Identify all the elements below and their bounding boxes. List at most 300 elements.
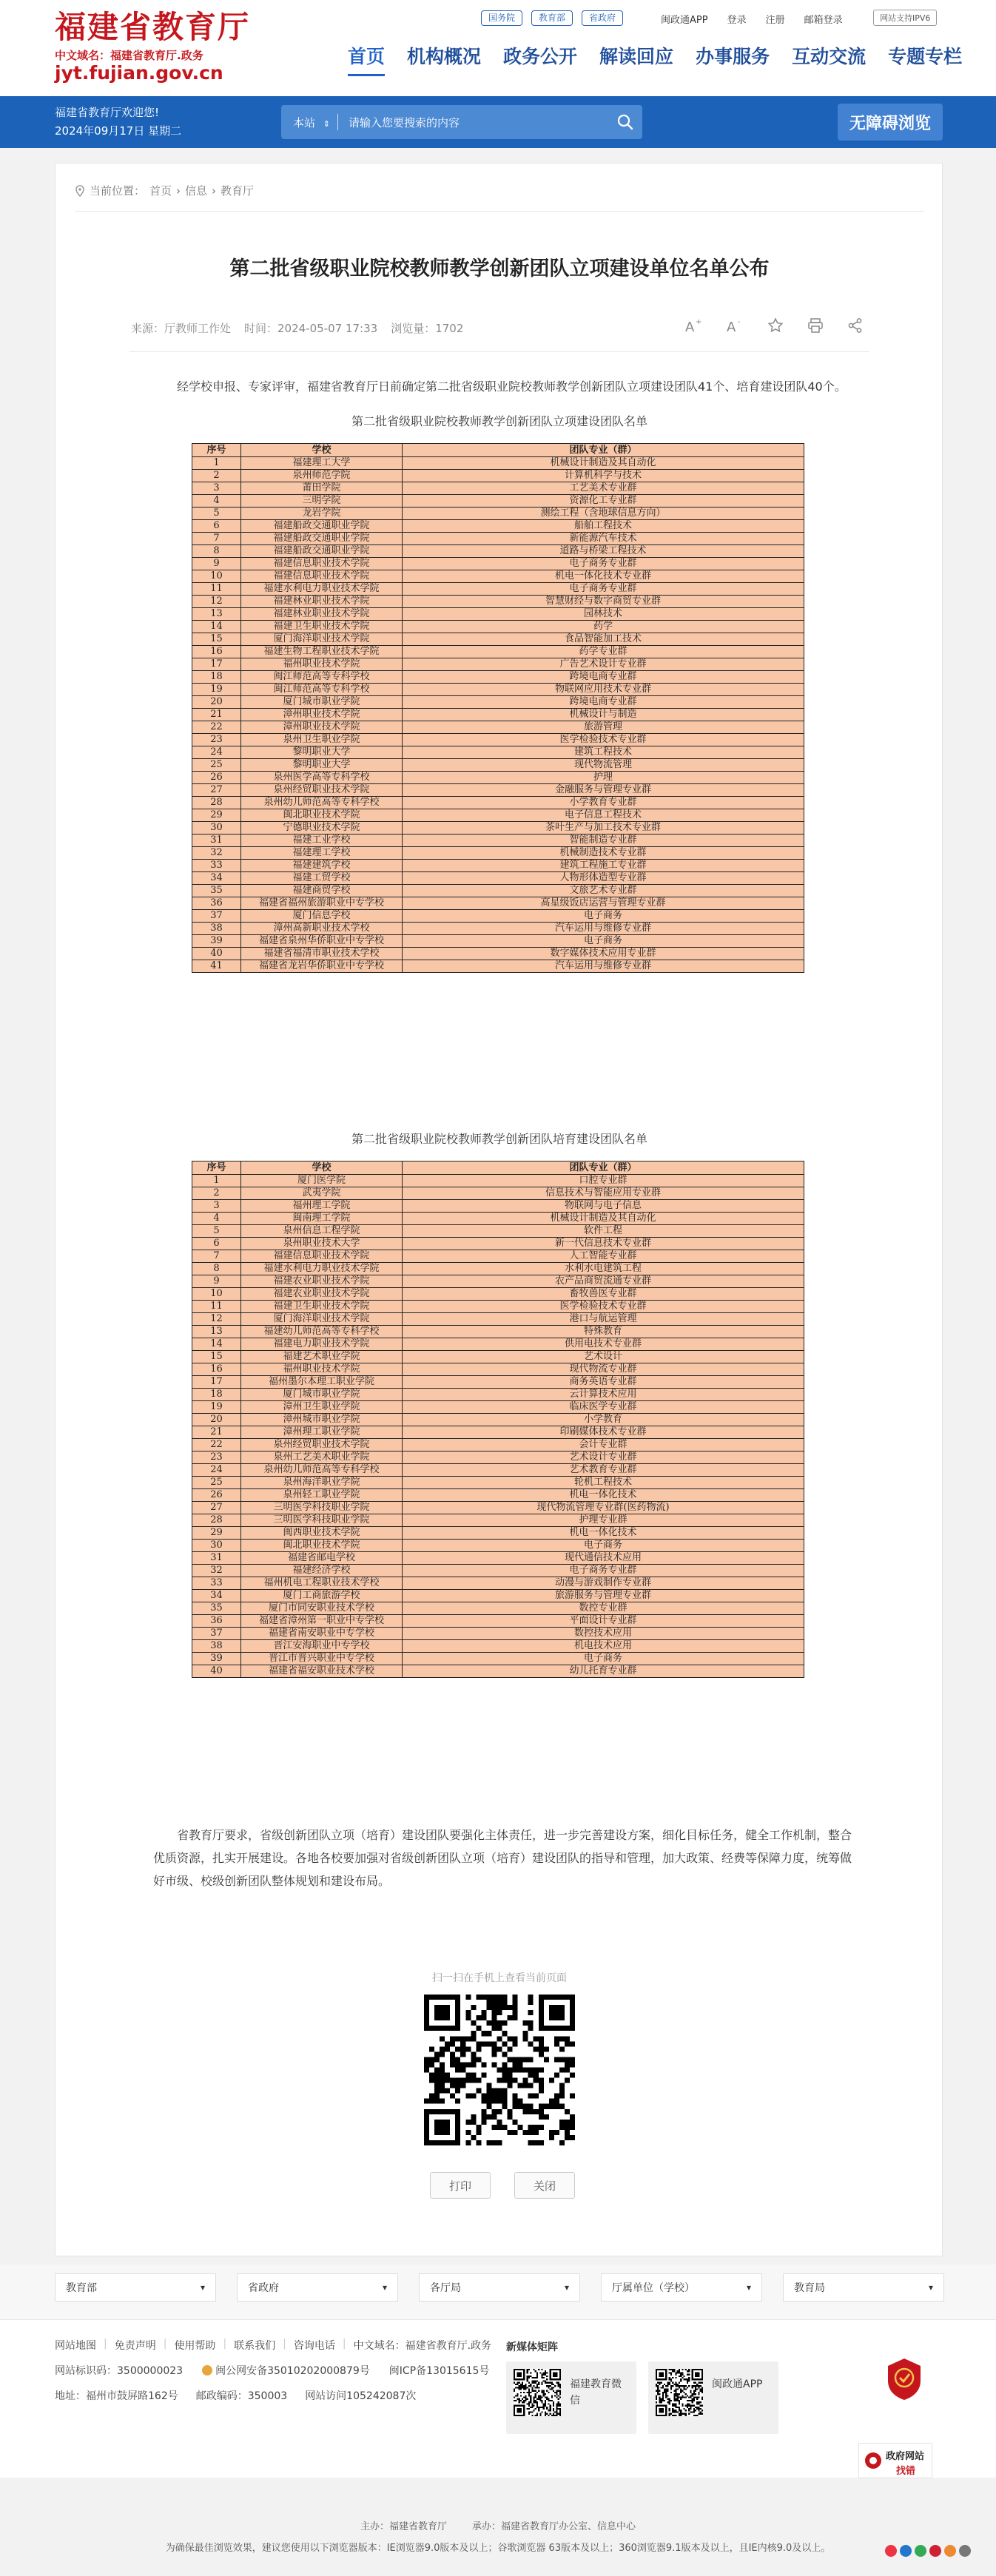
table-cell: 供用电技术专业群 bbox=[403, 1338, 804, 1351]
table-row bbox=[192, 1301, 804, 1313]
table-cell: 32 bbox=[192, 847, 241, 860]
article-buttons bbox=[430, 2172, 575, 2199]
browser-tip-text: 为确保最佳浏览效果，建议您使用以下浏览器版本：IE浏览器9.0版本及以上；谷歌浏览器 63版本及以上；360浏览器9.1版本及以上，且IE内核9.0及以上。 bbox=[165, 2543, 831, 2554]
table-cell: 资源化工专业群 bbox=[403, 495, 804, 508]
close-button[interactable]: 关闭 bbox=[514, 2172, 575, 2199]
table-header-cell: 学校 bbox=[241, 444, 403, 457]
related-site-label: 各厅局 bbox=[430, 2282, 461, 2294]
table-cell: 道路与桥梁工程技术 bbox=[403, 545, 804, 558]
table-row bbox=[192, 1376, 804, 1389]
table-cell: 泉州师范学院 bbox=[241, 470, 403, 482]
site-url: jyt.fujian.gov.cn bbox=[55, 62, 223, 84]
table-cell: 三明医学科技职业学院 bbox=[241, 1502, 403, 1514]
related-site-select[interactable] bbox=[783, 2273, 944, 2302]
table-row bbox=[192, 658, 804, 671]
table-cell: 福建理工学校 bbox=[241, 847, 403, 860]
table-cell: 跨境电商专业群 bbox=[403, 696, 804, 709]
table-cell: 泉州医学高等专科学校 bbox=[241, 772, 403, 784]
table-row bbox=[192, 533, 804, 545]
table-cell: 20 bbox=[192, 1414, 241, 1426]
top-link[interactable]: 登录 bbox=[727, 15, 747, 26]
table-row bbox=[192, 545, 804, 558]
table-cell: 福建艺术职业学院 bbox=[241, 1351, 403, 1363]
article-source: 来源：厅教师工作处 bbox=[131, 322, 232, 335]
related-site-select[interactable] bbox=[55, 2273, 216, 2302]
search-box bbox=[281, 105, 642, 139]
table-cell: 25 bbox=[192, 759, 241, 772]
footer-host bbox=[0, 2515, 996, 2539]
table-cell: 39 bbox=[192, 935, 241, 948]
table-cell: 机械设计制造及其自动化 bbox=[403, 1213, 804, 1225]
table-row bbox=[192, 621, 804, 633]
nav-item[interactable]: 政务公开 bbox=[503, 46, 578, 67]
footer-link[interactable]: 咨询电话 bbox=[293, 2340, 335, 2352]
table-cell: 厦门城市职业学院 bbox=[241, 1389, 403, 1401]
table-cell: 福建省福安职业技术学校 bbox=[241, 1665, 403, 1678]
table-cell: 机电一体化技术 bbox=[403, 1489, 804, 1502]
top-tags bbox=[481, 10, 623, 26]
app-qr-code bbox=[656, 2369, 703, 2416]
table-row bbox=[192, 1288, 804, 1301]
table-cell: 漳州城市职业学院 bbox=[241, 1414, 403, 1426]
table-row bbox=[192, 1187, 804, 1200]
table-row bbox=[192, 1275, 804, 1288]
table-row bbox=[192, 1590, 804, 1602]
table-cell: 福州理工学院 bbox=[241, 1200, 403, 1213]
table-cell: 福建工贸学校 bbox=[241, 872, 403, 885]
table-row bbox=[192, 1640, 804, 1653]
table-cell: 物联网应用技术专业群 bbox=[403, 684, 804, 696]
footer-info bbox=[55, 2363, 489, 2378]
table-row bbox=[192, 1175, 804, 1187]
site-logo[interactable] bbox=[55, 10, 250, 84]
table-cell: 小学教育 bbox=[403, 1414, 804, 1426]
table-cell: 莆田学院 bbox=[241, 482, 403, 495]
table-cell: 福建农业职业技术学院 bbox=[241, 1288, 403, 1301]
table-cell: 39 bbox=[192, 1653, 241, 1665]
table-cell: 厦门医学院 bbox=[241, 1175, 403, 1187]
breadcrumb bbox=[75, 183, 254, 198]
table-cell: 福建船政交通职业学院 bbox=[241, 533, 403, 545]
site-code: 网站标识码：3500000023 bbox=[55, 2365, 184, 2377]
table-cell: 31 bbox=[192, 834, 241, 847]
table-cell: 电子商务 bbox=[403, 1653, 804, 1665]
table-cell: 2 bbox=[192, 1187, 241, 1200]
table-cell: 5 bbox=[192, 508, 241, 520]
table-cell: 4 bbox=[192, 1213, 241, 1225]
table-row bbox=[192, 721, 804, 734]
caret-down-icon: ▾ bbox=[928, 2282, 933, 2293]
table-cell: 26 bbox=[192, 772, 241, 784]
table-cell: 动漫与游戏制作专业群 bbox=[403, 1577, 804, 1590]
elder-mode-icon[interactable] bbox=[885, 2545, 897, 2557]
table-header-cell: 序号 bbox=[192, 1161, 241, 1175]
media-matrix-title: 新媒体矩阵 bbox=[506, 2341, 558, 2353]
table-row bbox=[192, 834, 804, 847]
divider bbox=[75, 211, 924, 212]
top-tag-link[interactable]: 省政府 bbox=[582, 10, 623, 26]
table-cell: 福建理工大学 bbox=[241, 457, 403, 470]
table-cell: 38 bbox=[192, 923, 241, 935]
nav-item[interactable]: 首页 bbox=[348, 44, 385, 76]
table-cell: 14 bbox=[192, 1338, 241, 1351]
nav-item[interactable]: 解读回应 bbox=[599, 46, 674, 67]
police-record[interactable] bbox=[202, 2363, 370, 2378]
table-cell: 厦门海洋职业技术学院 bbox=[241, 633, 403, 646]
nav-item[interactable]: 机构概况 bbox=[407, 46, 482, 67]
table-cell: 数控技术应用 bbox=[403, 1628, 804, 1640]
table-cell: 水利水电建筑工程 bbox=[403, 1263, 804, 1275]
table-row bbox=[192, 1489, 804, 1502]
table-cell: 15 bbox=[192, 633, 241, 646]
table-header-cell: 团队专业（群） bbox=[403, 1161, 804, 1175]
related-site-select[interactable] bbox=[419, 2273, 580, 2302]
top-link[interactable]: 邮箱登录 bbox=[804, 15, 843, 26]
table-cell: 30 bbox=[192, 1540, 241, 1552]
related-site-label: 厅属单位（学校） bbox=[612, 2282, 695, 2294]
footer-sep: | bbox=[283, 2338, 286, 2350]
table-cell: 28 bbox=[192, 1514, 241, 1527]
table-cell: 6 bbox=[192, 520, 241, 533]
table-cell: 福建电力职业技术学院 bbox=[241, 1338, 403, 1351]
table-cell: 3 bbox=[192, 482, 241, 495]
table-cell: 19 bbox=[192, 684, 241, 696]
table-row bbox=[192, 1628, 804, 1640]
footer-sep: | bbox=[342, 2338, 346, 2350]
table-cell: 现代通信技术应用 bbox=[403, 1552, 804, 1565]
table-row bbox=[192, 948, 804, 960]
table-cell: 20 bbox=[192, 696, 241, 709]
table-cell: 25 bbox=[192, 1477, 241, 1489]
top-link[interactable]: 闽政通APP bbox=[661, 15, 708, 26]
table-row bbox=[192, 1389, 804, 1401]
related-sites-bar bbox=[0, 2265, 996, 2319]
table-header-cell: 学校 bbox=[241, 1161, 403, 1175]
table-cell: 晋江安海职业中专学校 bbox=[241, 1640, 403, 1653]
table-cell: 34 bbox=[192, 872, 241, 885]
top-links bbox=[661, 12, 843, 26]
table-cell: 泉州信息工程学院 bbox=[241, 1225, 403, 1238]
table-row bbox=[192, 1602, 804, 1615]
footer bbox=[0, 2319, 996, 2478]
table-cell: 16 bbox=[192, 1363, 241, 1376]
font-decrease-icon[interactable] bbox=[726, 317, 744, 334]
related-site-label: 省政府 bbox=[248, 2282, 279, 2294]
table-cell: 35 bbox=[192, 1602, 241, 1615]
table-cell: 27 bbox=[192, 784, 241, 797]
table-row bbox=[192, 709, 804, 721]
table-row bbox=[192, 1225, 804, 1238]
footer-link[interactable]: 中文域名：福建省教育厅.政务 bbox=[353, 2340, 492, 2352]
related-site-label: 教育部 bbox=[66, 2282, 97, 2294]
updown-icon: ⇕ bbox=[323, 118, 331, 129]
table-cell: 38 bbox=[192, 1640, 241, 1653]
green-icon[interactable] bbox=[915, 2545, 926, 2557]
footer-sep: | bbox=[104, 2338, 107, 2350]
media-wechat[interactable] bbox=[506, 2361, 636, 2434]
table-row bbox=[192, 508, 804, 520]
accessibility-icons bbox=[885, 2545, 971, 2557]
table-cell: 福建省福清市职业技术学校 bbox=[241, 948, 403, 960]
table-cell: 21 bbox=[192, 709, 241, 721]
table-cell: 临床医学专业群 bbox=[403, 1401, 804, 1414]
table-row bbox=[192, 1527, 804, 1540]
share-icon[interactable] bbox=[847, 317, 864, 334]
print-icon[interactable] bbox=[807, 317, 824, 334]
table-cell: 护理 bbox=[403, 772, 804, 784]
table-row bbox=[192, 457, 804, 470]
table-cell: 2 bbox=[192, 470, 241, 482]
table-cell: 23 bbox=[192, 734, 241, 746]
table-cell: 福建水利电力职业技术学院 bbox=[241, 1263, 403, 1275]
table-cell: 农产品商贸流通专业群 bbox=[403, 1275, 804, 1288]
font-increase-icon[interactable] bbox=[684, 317, 702, 334]
table-cell: 武夷学院 bbox=[241, 1187, 403, 1200]
nav-item[interactable]: 办事服务 bbox=[696, 46, 770, 67]
table-cell: 福州墨尔本理工职业学院 bbox=[241, 1376, 403, 1389]
table-cell: 福建省龙岩华侨职业中专学校 bbox=[241, 960, 403, 973]
search-scope-select[interactable] bbox=[281, 115, 337, 130]
table-row bbox=[192, 1502, 804, 1514]
table-row bbox=[192, 772, 804, 784]
table-cell: 14 bbox=[192, 621, 241, 633]
gov-site-error-button[interactable] bbox=[858, 2443, 932, 2478]
table-cell: 36 bbox=[192, 1615, 241, 1628]
table-cell: 泉州经贸职业技术学院 bbox=[241, 1439, 403, 1451]
table1-caption: 第二批省级职业院校教师教学创新团队立项建设团队名单 bbox=[351, 414, 647, 428]
blue-icon[interactable] bbox=[900, 2545, 912, 2557]
table-cell: 福建省南安职业中专学校 bbox=[241, 1628, 403, 1640]
table-cell: 4 bbox=[192, 495, 241, 508]
table-cell: 福建省福州旅游职业中专学校 bbox=[241, 897, 403, 910]
caret-down-icon: ▾ bbox=[382, 2282, 387, 2293]
search-input[interactable]: 请输入您要搜索的内容 bbox=[349, 115, 460, 129]
main-nav bbox=[348, 44, 984, 76]
table-cell: 1 bbox=[192, 457, 241, 470]
table-cell: 泉州卫生职业学院 bbox=[241, 734, 403, 746]
table-cell: 厦门海洋职业技术学院 bbox=[241, 1313, 403, 1326]
breadcrumb-item[interactable]: 教育厅 bbox=[221, 184, 255, 198]
table-row bbox=[192, 847, 804, 860]
table-cell: 轮机工程技术 bbox=[403, 1477, 804, 1489]
table-cell: 13 bbox=[192, 608, 241, 621]
ipv6-badge: 网站支持IPV6 bbox=[873, 10, 937, 26]
table-cell: 数控专业群 bbox=[403, 1602, 804, 1615]
table2-caption: 第二批省级职业院校教师教学创新团队培育建设团队名单 bbox=[351, 1132, 647, 1146]
table-cell: 闽南理工学院 bbox=[241, 1213, 403, 1225]
table-cell: 36 bbox=[192, 897, 241, 910]
media-app[interactable] bbox=[648, 2361, 778, 2434]
footer-link[interactable]: 网站地图 bbox=[55, 2340, 96, 2352]
svg-text:A: A bbox=[685, 320, 695, 334]
svg-text:-: - bbox=[738, 318, 741, 326]
related-site-select[interactable] bbox=[237, 2273, 398, 2302]
table-cell: 三明学院 bbox=[241, 495, 403, 508]
table-cell: 福建农业职业技术学院 bbox=[241, 1275, 403, 1288]
table-cell: 34 bbox=[192, 1590, 241, 1602]
table-cell: 护理专业群 bbox=[403, 1514, 804, 1527]
table-cell: 37 bbox=[192, 1628, 241, 1640]
footer-link[interactable]: 使用帮助 bbox=[174, 2340, 216, 2352]
footer-sep: | bbox=[223, 2338, 227, 2350]
site-header bbox=[0, 0, 996, 96]
table-row bbox=[192, 1653, 804, 1665]
table-row bbox=[192, 1414, 804, 1426]
table-cell: 现代物流专业群 bbox=[403, 1363, 804, 1376]
table-cell: 园林技术 bbox=[403, 608, 804, 621]
table-cell: 16 bbox=[192, 646, 241, 658]
table-cell: 福建林业职业技术学院 bbox=[241, 608, 403, 621]
table-cell: 黎明职业大学 bbox=[241, 759, 403, 772]
table-row bbox=[192, 671, 804, 684]
table-cell: 福建卫生职业技术学院 bbox=[241, 621, 403, 633]
search-scope-label: 本站 bbox=[293, 115, 316, 129]
table-cell: 26 bbox=[192, 1489, 241, 1502]
table-row bbox=[192, 470, 804, 482]
table-cell: 厦门城市职业学院 bbox=[241, 696, 403, 709]
caret-down-icon: ▾ bbox=[564, 2282, 569, 2293]
table-row bbox=[192, 1338, 804, 1351]
table-cell: 21 bbox=[192, 1426, 241, 1439]
table-row bbox=[192, 1577, 804, 1590]
table-cell: 旅游服务与管理专业群 bbox=[403, 1590, 804, 1602]
breadcrumb-item[interactable]: 首页 bbox=[149, 184, 172, 198]
red-icon[interactable] bbox=[929, 2545, 941, 2557]
domain-label: 中文域名：福建省教育厅.政务 bbox=[55, 49, 203, 62]
current-date: 2024年09月17日 星期二 bbox=[55, 124, 182, 138]
table-cell: 高星级饭店运营与管理专业群 bbox=[403, 897, 804, 910]
qr-code bbox=[424, 1995, 575, 2145]
orange-icon[interactable] bbox=[944, 2545, 956, 2557]
table-row bbox=[192, 872, 804, 885]
table-cell: 福建建筑学校 bbox=[241, 860, 403, 872]
footer-link[interactable]: 联系我们 bbox=[234, 2340, 276, 2352]
related-site-select[interactable] bbox=[601, 2273, 762, 2302]
table-cell: 10 bbox=[192, 1288, 241, 1301]
table-row bbox=[192, 822, 804, 834]
article-title: 第二批省级职业院校教师教学创新团队立项建设单位名单公布 bbox=[229, 257, 770, 280]
table-cell: 机电一体化技术专业群 bbox=[403, 570, 804, 583]
related-site-label: 教育局 bbox=[794, 2282, 825, 2294]
table-row bbox=[192, 684, 804, 696]
table-row bbox=[192, 1464, 804, 1477]
table-cell: 23 bbox=[192, 1451, 241, 1464]
table-cell: 电子商务专业群 bbox=[403, 1565, 804, 1577]
top-link[interactable]: 注册 bbox=[765, 15, 785, 26]
table-row bbox=[192, 897, 804, 910]
table-cell: 3 bbox=[192, 1200, 241, 1213]
article-meta bbox=[131, 320, 463, 336]
table-cell: 艺术设计 bbox=[403, 1351, 804, 1363]
svg-text:A: A bbox=[727, 320, 736, 334]
table-cell: 15 bbox=[192, 1351, 241, 1363]
nav-item[interactable]: 互动交流 bbox=[792, 46, 867, 67]
gray-icon[interactable] bbox=[959, 2545, 971, 2557]
table-cell: 12 bbox=[192, 1313, 241, 1326]
qr-caption: 扫一扫在手机上查看当前页面 bbox=[432, 1972, 567, 1984]
table-row bbox=[192, 1615, 804, 1628]
table-cell: 工艺美术专业群 bbox=[403, 482, 804, 495]
table-cell: 人物形体造型专业群 bbox=[403, 872, 804, 885]
table-row bbox=[192, 746, 804, 759]
table-header-row bbox=[192, 1161, 804, 1175]
table-cell: 电子商务 bbox=[403, 935, 804, 948]
print-button[interactable]: 打印 bbox=[430, 2172, 491, 2199]
table-cell: 闽北职业技术学院 bbox=[241, 809, 403, 822]
table-row bbox=[192, 1401, 804, 1414]
table-cell: 旅游管理 bbox=[403, 721, 804, 734]
accessible-browse-button[interactable]: 无障碍浏览 bbox=[838, 104, 943, 141]
table-cell: 药学 bbox=[403, 621, 804, 633]
table-cell: 龙岩学院 bbox=[241, 508, 403, 520]
table-cell: 新能源汽车技术 bbox=[403, 533, 804, 545]
welcome bbox=[55, 104, 181, 141]
table-cell: 广告艺术设计专业群 bbox=[403, 658, 804, 671]
breadcrumb-item[interactable]: 信息 bbox=[185, 184, 208, 198]
table-cell: 机电技术应用 bbox=[403, 1640, 804, 1653]
table-cell: 13 bbox=[192, 1326, 241, 1338]
table-cell: 24 bbox=[192, 746, 241, 759]
table-cell: 厦门工商旅游学校 bbox=[241, 1590, 403, 1602]
table-cell: 商务英语专业群 bbox=[403, 1376, 804, 1389]
table-cell: 漳州卫生职业学院 bbox=[241, 1401, 403, 1414]
table-cell: 跨境电商专业群 bbox=[403, 671, 804, 684]
table-cell: 宁德职业技术学院 bbox=[241, 822, 403, 834]
table-cell: 三明医学科技职业学院 bbox=[241, 1514, 403, 1527]
table-cell: 智能制造专业群 bbox=[403, 834, 804, 847]
table-row bbox=[192, 696, 804, 709]
caret-down-icon: ▾ bbox=[200, 2282, 205, 2293]
top-tag-link[interactable]: 教育部 bbox=[531, 10, 573, 26]
table2 bbox=[192, 1161, 804, 1678]
table-cell: 40 bbox=[192, 1665, 241, 1678]
table-cell: 泉州经贸职业技术学院 bbox=[241, 784, 403, 797]
table-row bbox=[192, 646, 804, 658]
table1 bbox=[192, 443, 804, 973]
footer-link[interactable]: 免责声明 bbox=[114, 2340, 156, 2352]
table-cell: 云计算技术应用 bbox=[403, 1389, 804, 1401]
nav-item[interactable]: 专题专栏 bbox=[888, 46, 963, 67]
visit-count: 网站访问105242087次 bbox=[305, 2390, 417, 2402]
footer-address bbox=[55, 2388, 416, 2403]
top-tag-link[interactable]: 国务院 bbox=[481, 10, 522, 26]
table-cell: 泉州幼儿师范高等专科学校 bbox=[241, 1464, 403, 1477]
table-cell: 40 bbox=[192, 948, 241, 960]
gov-site-label2: 找错 bbox=[896, 2466, 916, 2477]
svg-text:+: + bbox=[696, 318, 702, 326]
favorite-star-icon[interactable] bbox=[767, 317, 784, 334]
table-cell: 18 bbox=[192, 1389, 241, 1401]
table-cell: 汽车运用与维修专业群 bbox=[403, 960, 804, 973]
table-row bbox=[192, 608, 804, 621]
wechat-qr-code bbox=[514, 2369, 561, 2416]
table-cell: 现代物流管理 bbox=[403, 759, 804, 772]
table-row bbox=[192, 759, 804, 772]
table-row bbox=[192, 935, 804, 948]
table-cell: 数字媒体技术应用专业群 bbox=[403, 948, 804, 960]
table-cell: 医学检验技术专业群 bbox=[403, 734, 804, 746]
search-icon[interactable] bbox=[608, 105, 642, 139]
table-row bbox=[192, 633, 804, 646]
divider bbox=[129, 351, 869, 352]
table-cell: 福建船政交通职业学院 bbox=[241, 520, 403, 533]
icp-record[interactable]: 闽ICP备13015615号 bbox=[388, 2365, 490, 2377]
table-cell: 闽北职业技术学院 bbox=[241, 1540, 403, 1552]
table-row bbox=[192, 570, 804, 583]
table-row bbox=[192, 558, 804, 570]
table-cell: 福建信息职业技术学院 bbox=[241, 570, 403, 583]
party-emblem-icon bbox=[885, 2357, 923, 2401]
